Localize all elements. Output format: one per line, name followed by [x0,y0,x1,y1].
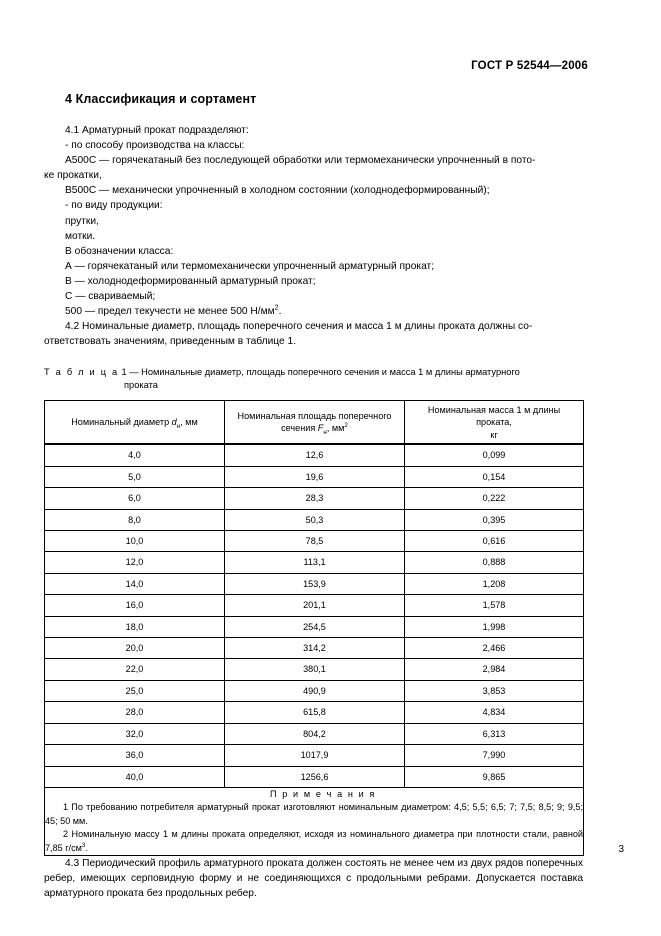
cell-area: 19,6 [225,466,405,487]
note-item-1: 1 По требованию потребителя арматурный прокат изготовляют номинальным диаметром: 4,5; 5,5; 6,5; 7; 7,5; 8,5; 9; 9,5; 45; 50 мм. [45,802,583,826]
paragraph-rods: прутки, [65,215,99,227]
cell-diameter: 12,0 [45,552,225,573]
cell-area: 615,8 [225,702,405,723]
cell-area: 50,3 [225,509,405,530]
section-heading: 4 Классификация и сортамент [65,92,257,106]
cell-diameter: 4,0 [45,444,225,466]
cell-area: 1017,9 [225,745,405,766]
col1-suffix: , мм [180,417,198,428]
paragraph-4-2-cont: ответствовать значениям, приведенным в таблице 1. [44,336,297,348]
table-notes-row [45,787,584,855]
yield-strength-period: . [278,306,282,318]
table-caption [44,366,583,392]
cell-area: 12,6 [225,444,405,466]
cell-mass: 0,888 [405,552,584,573]
cell-area: 254,5 [225,616,405,637]
rebar-spec-table [44,400,584,856]
page-number: 3 [618,844,624,855]
paragraph-4-2: 4.2 Номинальные диаметр, площадь поперечного сечения и масса 1 м длины проката должны со- [65,321,533,333]
paragraph-product-kind: - по виду продукции: [65,200,163,212]
cell-mass: 4,834 [405,702,584,723]
paragraph-letter-c: С — свариваемый; [65,291,156,303]
note-2-text: 2 Номинальную массу 1 м длины проката определяют, исходя из номинального диаметра при плотности стали, равной 7,85 г/см [45,829,583,853]
cell-area: 201,1 [225,595,405,616]
col1-prefix: Номинальный диаметр [71,417,172,428]
table-body [45,444,584,787]
table-row [45,702,584,723]
cell-diameter: 10,0 [45,531,225,552]
table-row [45,745,584,766]
paragraph-letter-b: В — холоднодеформированный арматурный прокат; [65,275,316,287]
paragraph-class-designation: В обозначении класса: [65,245,174,257]
cell-diameter: 36,0 [45,745,225,766]
cell-mass: 9,865 [405,766,584,787]
cell-mass: 0,616 [405,531,584,552]
cell-mass: 3,853 [405,680,584,701]
yield-strength-text: 500 — предел текучести не менее 500 Н/мм [65,306,275,318]
cell-area: 380,1 [225,659,405,680]
cell-mass: 6,313 [405,723,584,744]
table-row [45,638,584,659]
table-caption-text-cont: проката [124,380,158,391]
cell-area: 804,2 [225,723,405,744]
table-row [45,616,584,637]
table-row [45,766,584,787]
cell-mass: 1,208 [405,573,584,594]
column-header-area [225,401,405,445]
cell-mass: 1,998 [405,616,584,637]
col3-line2: кг [490,429,498,440]
table-row [45,680,584,701]
table-row [45,444,584,466]
col3-line1: Номинальная масса 1 м длины проката, [427,404,561,428]
cell-diameter: 22,0 [45,659,225,680]
note-2-period: . [85,842,88,853]
cell-diameter: 20,0 [45,638,225,659]
cell-diameter: 8,0 [45,509,225,530]
table-row [45,659,584,680]
cell-mass: 2,984 [405,659,584,680]
cell-mass: 2,466 [405,638,584,659]
cell-diameter: 14,0 [45,573,225,594]
cell-diameter: 28,0 [45,702,225,723]
col2-unit-exponent: 2 [344,422,348,430]
table-notes-cell [45,787,584,855]
col1-variable: d [171,417,177,428]
paragraph-class-a500c: А500С — горячекатаный без последующей обработки или термомеханически упрочненный в пото- [65,155,536,167]
cell-mass: 0,099 [405,444,584,466]
paragraph-yield-strength [44,304,583,319]
cell-area: 153,9 [225,573,405,594]
cell-mass: 1,578 [405,595,584,616]
cell-mass: 7,990 [405,745,584,766]
col2-prefix: сечения [281,423,318,434]
cell-diameter: 32,0 [45,723,225,744]
table-footer [45,787,584,855]
table-row [45,723,584,744]
cell-area: 28,3 [225,488,405,509]
paragraph-letter-a: А — горячекатаный или термомеханически упрочненный арматурный прокат; [65,260,435,272]
col2-subscript: н [323,429,327,437]
table-row [45,509,584,530]
page-folio [618,844,624,855]
paragraph-production-method: - по способу производства на классы: [65,140,245,152]
paragraph-class-b500c: В500С — механически упрочненный в холодном состоянии (холоднодеформированный); [65,185,490,197]
cell-diameter: 40,0 [45,766,225,787]
notes-title: П р и м е ч а н и я [270,788,376,799]
paragraph-4-1: 4.1 Арматурный прокат подразделяют: [65,125,249,136]
table-header-row-group [45,401,584,445]
cell-diameter: 5,0 [45,466,225,487]
cell-mass: 0,222 [405,488,584,509]
table-caption-text: Номинальные диаметр, площадь поперечного сечения и масса 1 м длины арматурного [141,367,520,378]
cell-diameter: 25,0 [45,680,225,701]
note-2-exponent: 3 [81,841,86,849]
table-row [45,573,584,594]
column-header-diameter [45,401,225,445]
cell-mass: 0,395 [405,509,584,530]
cell-area: 78,5 [225,531,405,552]
cell-area: 490,9 [225,680,405,701]
cell-area: 113,1 [225,552,405,573]
note-item-2 [45,828,583,855]
cell-diameter: 18,0 [45,616,225,637]
cell-area: 1256,6 [225,766,405,787]
table-row [45,488,584,509]
table-caption-number: 1 — [121,367,139,378]
table-row [45,552,584,573]
column-header-mass [405,401,584,445]
paragraph-class-a500c-cont: ке прокатки, [44,170,102,182]
col2-unit: , мм [326,423,345,434]
standard-number: ГОСТ Р 52544—2006 [471,60,588,72]
table-row [45,531,584,552]
col2-variable: F [317,423,324,434]
yield-strength-exponent: 2 [274,304,279,312]
table-row [45,466,584,487]
col2-line1: Номинальная площадь поперечного [237,410,392,421]
table-caption-label: Т а б л и ц а [44,367,119,378]
table-header-row [45,401,584,445]
paragraph-coils: мотки. [65,230,96,242]
col1-subscript: н [176,422,181,430]
cell-area: 314,2 [225,638,405,659]
cell-mass: 0,154 [405,466,584,487]
running-header [471,60,588,72]
table-row [45,595,584,616]
paragraph-4-3: 4.3 Периодический профиль арматурного проката должен состоять не менее чем из двух рядов поперечных ребер, имеющих серповидную форму и не соединяющихся с продольными ребрами. Допускается поставка арматурного проката без продольных ребер. [44,857,583,900]
page-content [44,92,583,901]
cell-diameter: 16,0 [45,595,225,616]
cell-diameter: 6,0 [45,488,225,509]
